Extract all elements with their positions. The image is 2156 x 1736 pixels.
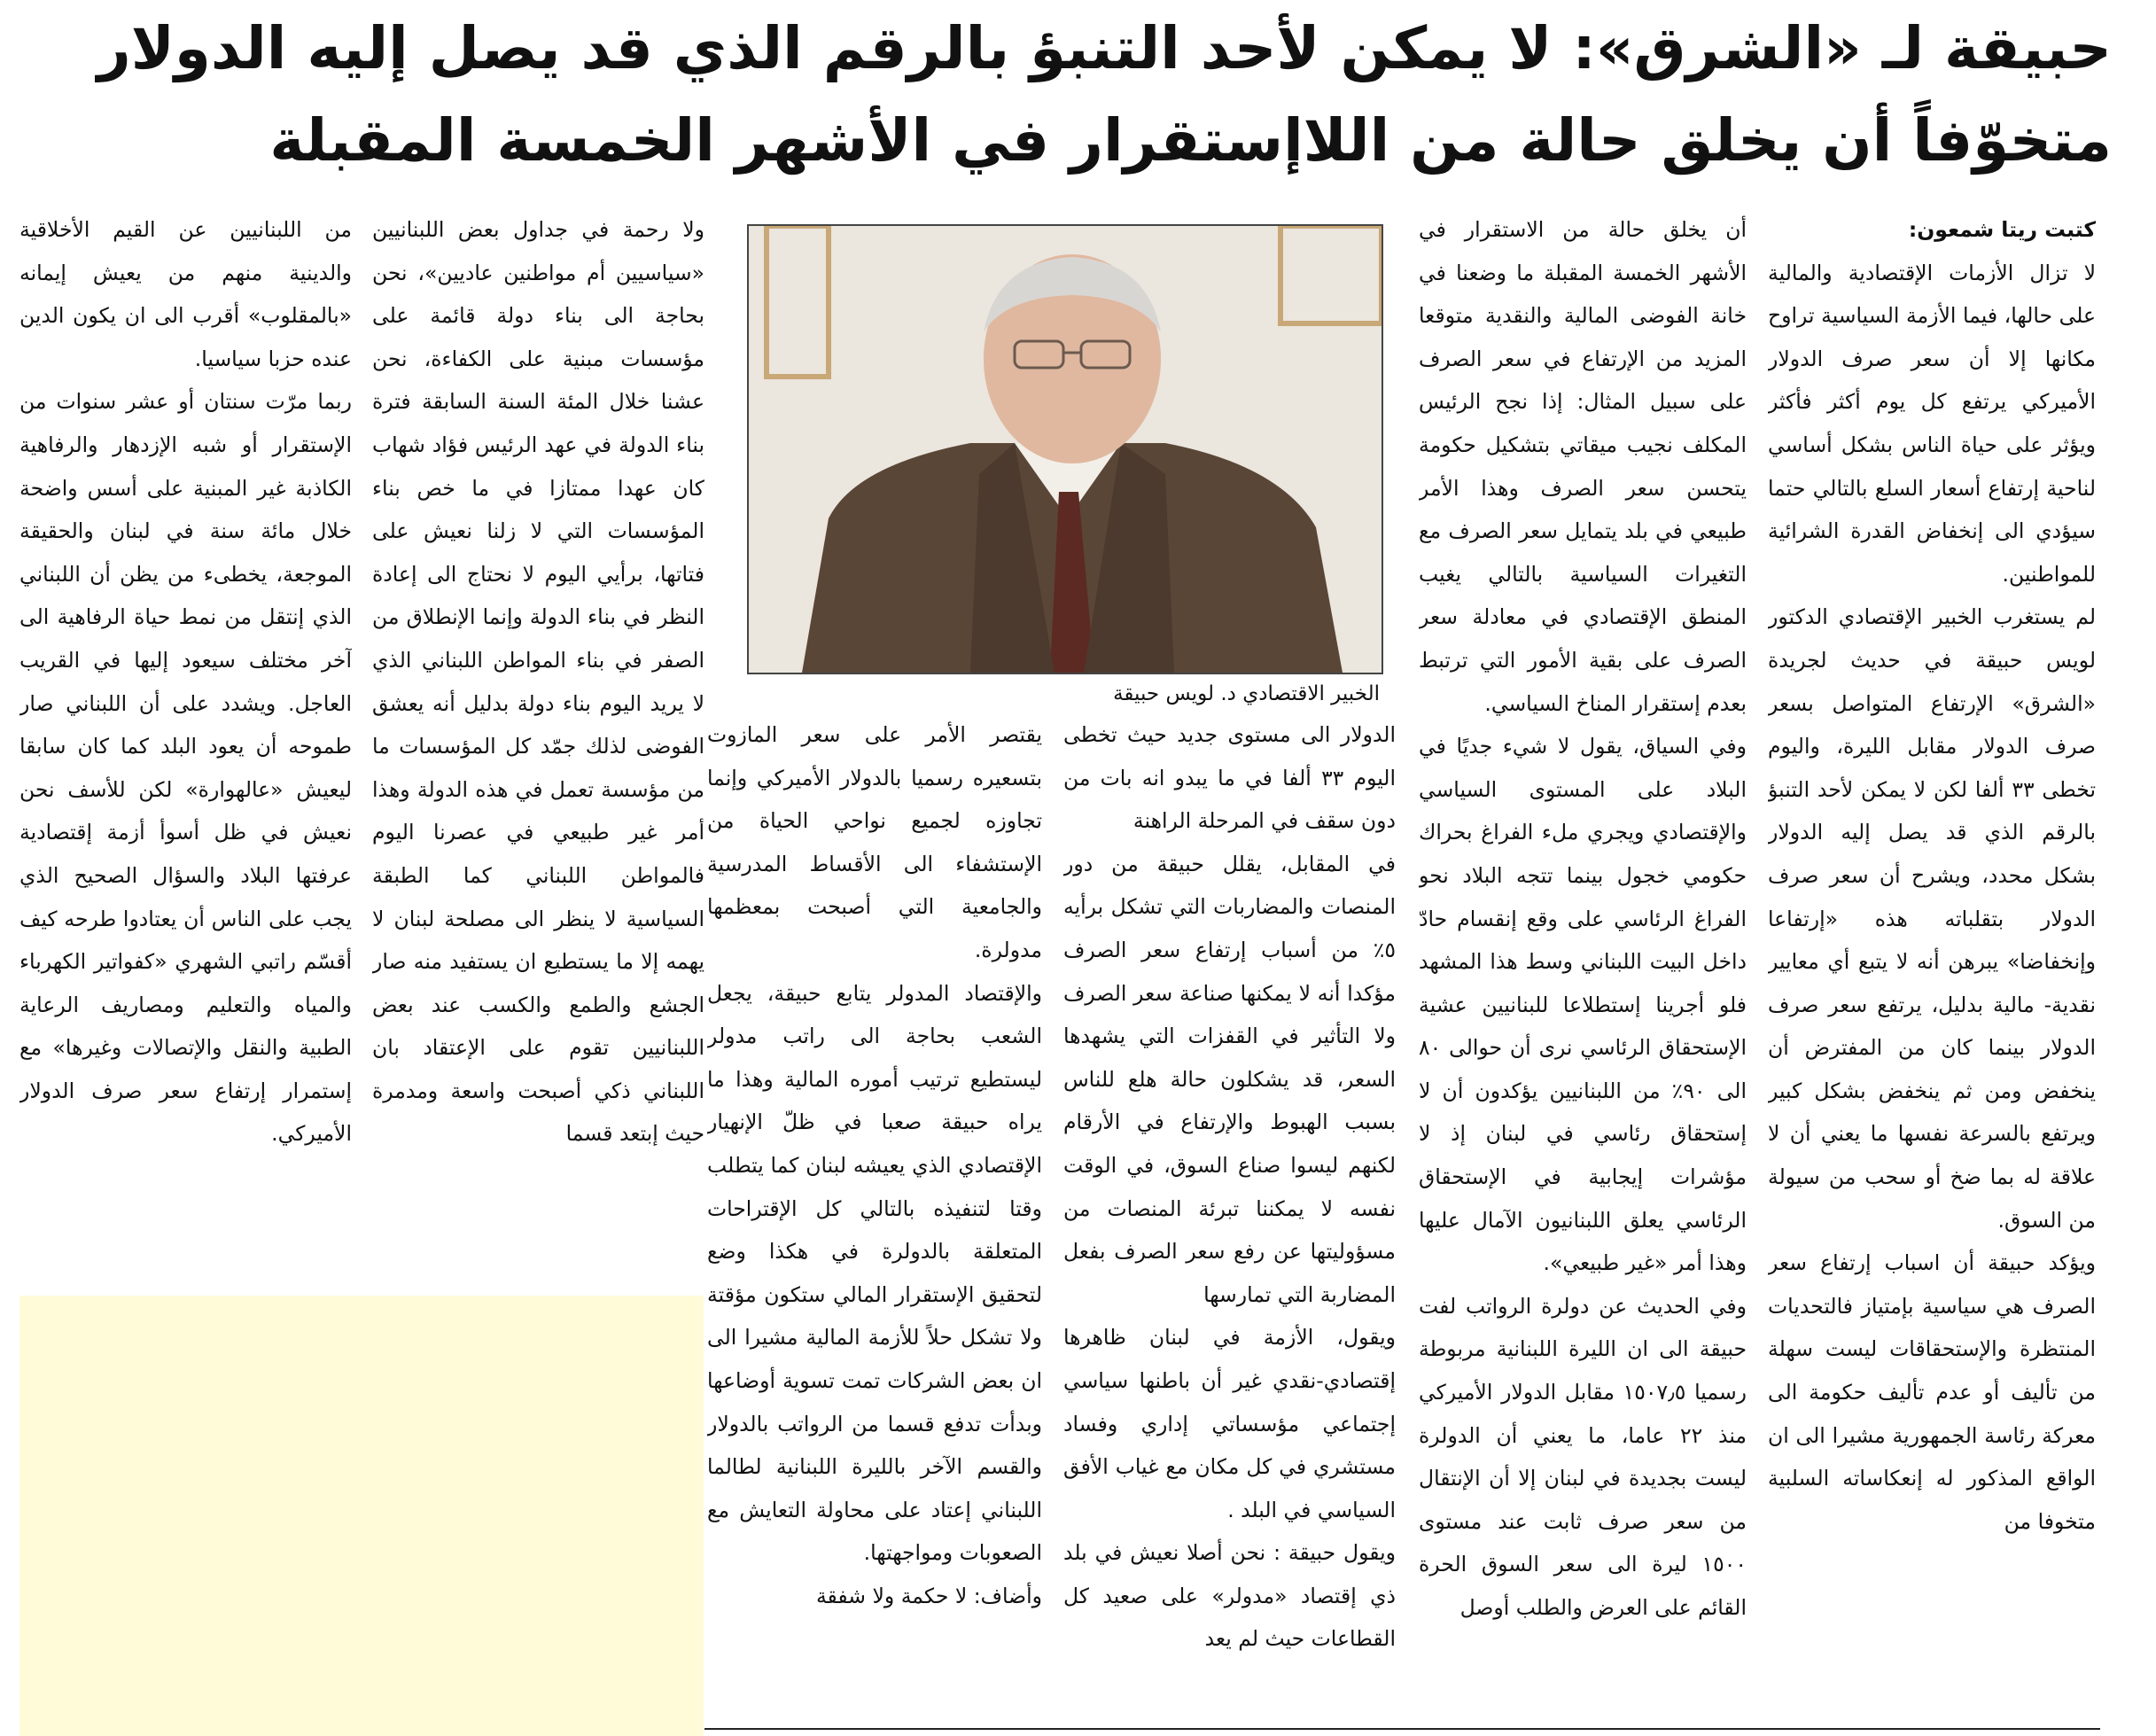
paragraph: والإقتصاد المدولر يتابع حبيقة، يجعل الشعب بحاجة الى راتب مدولر ليستطيع ترتيب أموره المالية وهذا ما يراه حبيقة صعبا في ظلّ الإنهيار الإقتصادي الذي يعيشه لبنان كما يتطلب وقتا لتنفيذه بالتالي كل الإقتراحات المتعلقة بالدولرة في هكذا وضع لتحقيق الإستقرار المالي ستكون مؤقتة ولا تشكل حلاً للأزمة المالية مشيرا الى ان بعض الشركات تمت تسوية أوضاعها وبدأت تدفع قسما من الرواتب بالدولار والقسم الآخر بالليرة اللبنانية لطالما اللبناني إعتاد على محاولة التعايش مع الصعوبات ومواجهتها. [707,980,1042,1566]
paragraph: لم يستغرب الخبير الإقتصادي الدكتور لويس حبيقة في حديث لجريدة «الشرق» الإرتفاع المتواصل بسعر صرف الدولار مقابل الليرة، واليوم تخطى ٣٣ ألفا لكن لا يمكن لأحد التنبؤ بالرقم الذي قد يصل إليه الدولار بشكل محدد، ويشرح أن سعر صرف الدولار بتقلباته هذه «إرتفاعا وإنخفاضا» يبرهن أنه لا يتبع أي معايير نقدية- مالية بدليل، يرتفع سعر صرف الدولار بينما كان من المفترض أن ينخفض ومن ثم ينخفض بشكل كبير ويرتفع بالسرعة نفسها ما يعني أن لا علاقة له بما ضخ أو سحب من سيولة من السوق. [1768,604,2096,1233]
article-column-3 [1063,713,1396,1732]
article-column-6 [19,208,352,1272]
headline-line-1: حبيقة لـ «الشرق»: لا يمكن لأحد التنبؤ بالرقم الذي قد يصل إليه الدولار [97,14,2112,82]
paragraph: لا تزال الأزمات الإقتصادية والمالية على حالها، فيما الأزمة السياسية تراوح مكانها إلا أن سعر صرف الدولار الأميركي يرتفع كل يوم أكثر فأكثر ويؤثر على حياة الناس بشكل أساسي لناحية إرتفاع أسعار السلع بالتالي حتما سيؤدي الى إنخفاض القدرة الشرائية للمواطنين. [1768,260,2096,587]
paragraph: الدولار الى مستوى جديد حيث تخطى اليوم ٣٣ ألفا في ما يبدو انه بات من دون سقف في المرحلة الراهنة [1063,722,1396,834]
paragraph: وفي السياق، يقول لا شيء جديًا في البلاد على المستوى السياسي والإقتصادي ويجري ملء الفراغ بحراك حكومي خجول بينما تتجه البلاد نحو الفراغ الرئاسي على وقع إنقسام حادّ داخل البيت اللبناني وسط هذا المشهد فلو أجرينا إستطلاعا للبنانيين عشية الإستحقاق الرئاسي نرى أن حوالى ٨٠ الى ٩٠٪ من اللبنانيين يؤكدون أن لا إستحقاق رئاسي في لبنان إذ لا مؤشرات إيجابية في الإستحقاق الرئاسي يعلق اللبنانيون الآمال عليها وهذا أمر «غير طبيعي». [1419,734,1747,1276]
article-column-2 [1419,208,1747,1732]
bottom-rule [704,1728,2100,1730]
article-column-1 [1768,208,2096,1732]
article-column-5 [372,208,704,1294]
paragraph: أن يخلق حالة من الاستقرار في الأشهر الخمسة المقبلة ما وضعنا في خانة الفوضى المالية والنقدية متوقعا المزيد من الإرتفاع في سعر الصرف على سبيل المثال: إذا نجح الرئيس المكلف نجيب ميقاتي بتشكيل حكومة يتحسن سعر الصرف وهذا الأمر طبيعي في بلد يتمايل سعر الصرف مع التغيرات السياسية بالتالي يغيب المنطق الإقتصادي في معادلة سعر الصرف على بقية الأمور التي ترتبط بعدم إستقرار المناخ السياسي. [1419,217,1747,716]
paragraph: في المقابل، يقلل حبيقة من دور المنصات والمضاربات التي تشكل برأيه ٥٪ من أسباب إرتفاع سعر الصرف مؤكدا أنه لا يمكنها صناعة سعر الصرف ولا التأثير في القفزات التي يشهدها السعر، قد يشكلون حالة هلع للناس بسبب الهبوط والإرتفاع في الأرقام لكنهم ليسوا صناع السوق، في الوقت نفسه لا يمكننا تبرئة المنصات من مسؤوليتها عن رفع سعر الصرف بفعل المضاربة التي تمارسها [1063,851,1396,1307]
paragraph: يقتصر الأمر على سعر المازوت بتسعيره رسميا بالدولار الأميركي وإنما تجاوزه لجميع نواحي الحياة من الإستشفاء الى الأقساط المدرسية والجامعية التي أصبحت بمعظمها مدولرة. [707,722,1042,962]
byline: كتبت ريتا شمعون: [1908,217,2096,242]
paragraph: من اللبنانيين عن القيم الأخلاقية والدينية منهم من يعيش إيمانه «بالمقلوب» أقرب الى ان يكون الدين عنده حزبا سياسيا. [19,217,352,371]
headline-line-2: متخوّفاً أن يخلق حالة من اللاإستقرار في الأشهر الخمسة المقبلة [269,106,2112,175]
portrait-photo [747,224,1383,674]
paragraph: ويقول حبيقة : نحن أصلا نعيش في بلد ذي إقتصاد «مدولر» على صعيد كل القطاعات حيث لم يعد [1063,1540,1396,1652]
paragraph: وفي الحديث عن دولرة الرواتب لفت حبيقة الى ان الليرة اللبنانية مربوطة رسميا ١٥٠٧٫٥ مقابل الدولار الأميركي منذ ٢٢ عاما، ما يعني أن الدولرة ليست بجديدة في لبنان إلا أن الإنتقال من سعر صرف ثابت عند مستوى ١٥٠٠ ليرة الى سعر السوق الحرة القائم على العرض والطلب أوصل [1419,1293,1747,1620]
paragraph: وأضاف: لا حكمة ولا شفقة [815,1583,1042,1608]
paragraph: ولا رحمة في جداول بعض اللبنانيين «سياسيين أم مواطنين عاديين»، نحن بحاجة الى بناء دولة قائمة على مؤسسات مبنية على الكفاءة، نحن عشنا خلال المئة السنة السابقة فترة بناء الدولة في عهد الرئيس فؤاد شهاب كان عهدا ممتازا في ما خص بناء المؤسسات التي لا زلنا نعيش على فتاتها، برأيي اليوم لا نحتاج الى إعادة النظر في بناء الدولة وإنما الإنطلاق من الصفر في بناء المواطن اللبناني الذي لا يريد اليوم بناء دولة بدليل أنه يعشق الفوضى لذلك جمّد كل المؤسسات ما من مؤسسة تعمل في هذه الدولة وهذا أمر غير طبيعي في عصرنا اليوم فالمواطن اللبناني كما الطبقة السياسية لا ينظر الى مصلحة لبنان لا يهمه إلا ما يستطيع ان يستفيد منه صار الجشع والطمع والكسب عند بعض اللبنانيين تقوم على الإعتقاد بان اللبناني ذكي أصبحت واسعة ومدمرة حيث إبتعد قسما [372,217,704,1147]
photo-caption: الخبير الاقتصادي د. لويس حبيقة [1113,682,1380,705]
article-column-4 [707,713,1042,1732]
paragraph: ويؤكد حبيقة أن اسباب إرتفاع سعر الصرف هي سياسية بإمتياز فالتحديات المنتظرة والإستحقاقات ليست سهلة من تأليف أو عدم تأليف حكومة الى معركة رئاسة الجمهورية مشيرا الى ان الواقع المذكور له إنعكاساته السلبية متخوفا من [1768,1250,2096,1534]
paragraph: ويقول، الأزمة في لبنان ظاهرها إقتصادي-نقدي غير أن باطنها سياسي إجتماعي مؤسساتي إداري وفساد مستشري في كل مكان مع غياب الأفق السياسي في البلد . [1063,1325,1396,1522]
paragraph: ربما مرّت سنتان أو عشر سنوات من الإستقرار أو شبه الإزدهار والرفاهية الكاذبة غير المبنية على أسس واضحة خلال مائة سنة في لبنان والحقيقة الموجعة، يخطىء من يظن أن اللبناني الذي إنتقل من نمط حياة الرفاهية الى آخر مختلف سيعود إليها في القريب العاجل. ويشدد على أن اللبناني صار طموحه أن يعود البلد كما كان سابقا ليعيش «عالهوارة» لكن للأسف نحن نعيش في ظل أسوأ أزمة إقتصادية عرفتها البلاد والسؤال الصحيح الذي يجب على الناس أن يعتادوا طرحه كيف أقسّم راتبي الشهري «كفواتير الكهرباء والمياه والتعليم ومصاريف الرعاية الطبية والنقل والإتصالات وغيرها» مع إستمرار إرتفاع سعر صرف الدولار الأميركي. [19,389,352,1147]
empty-highlight-box [19,1296,704,1736]
